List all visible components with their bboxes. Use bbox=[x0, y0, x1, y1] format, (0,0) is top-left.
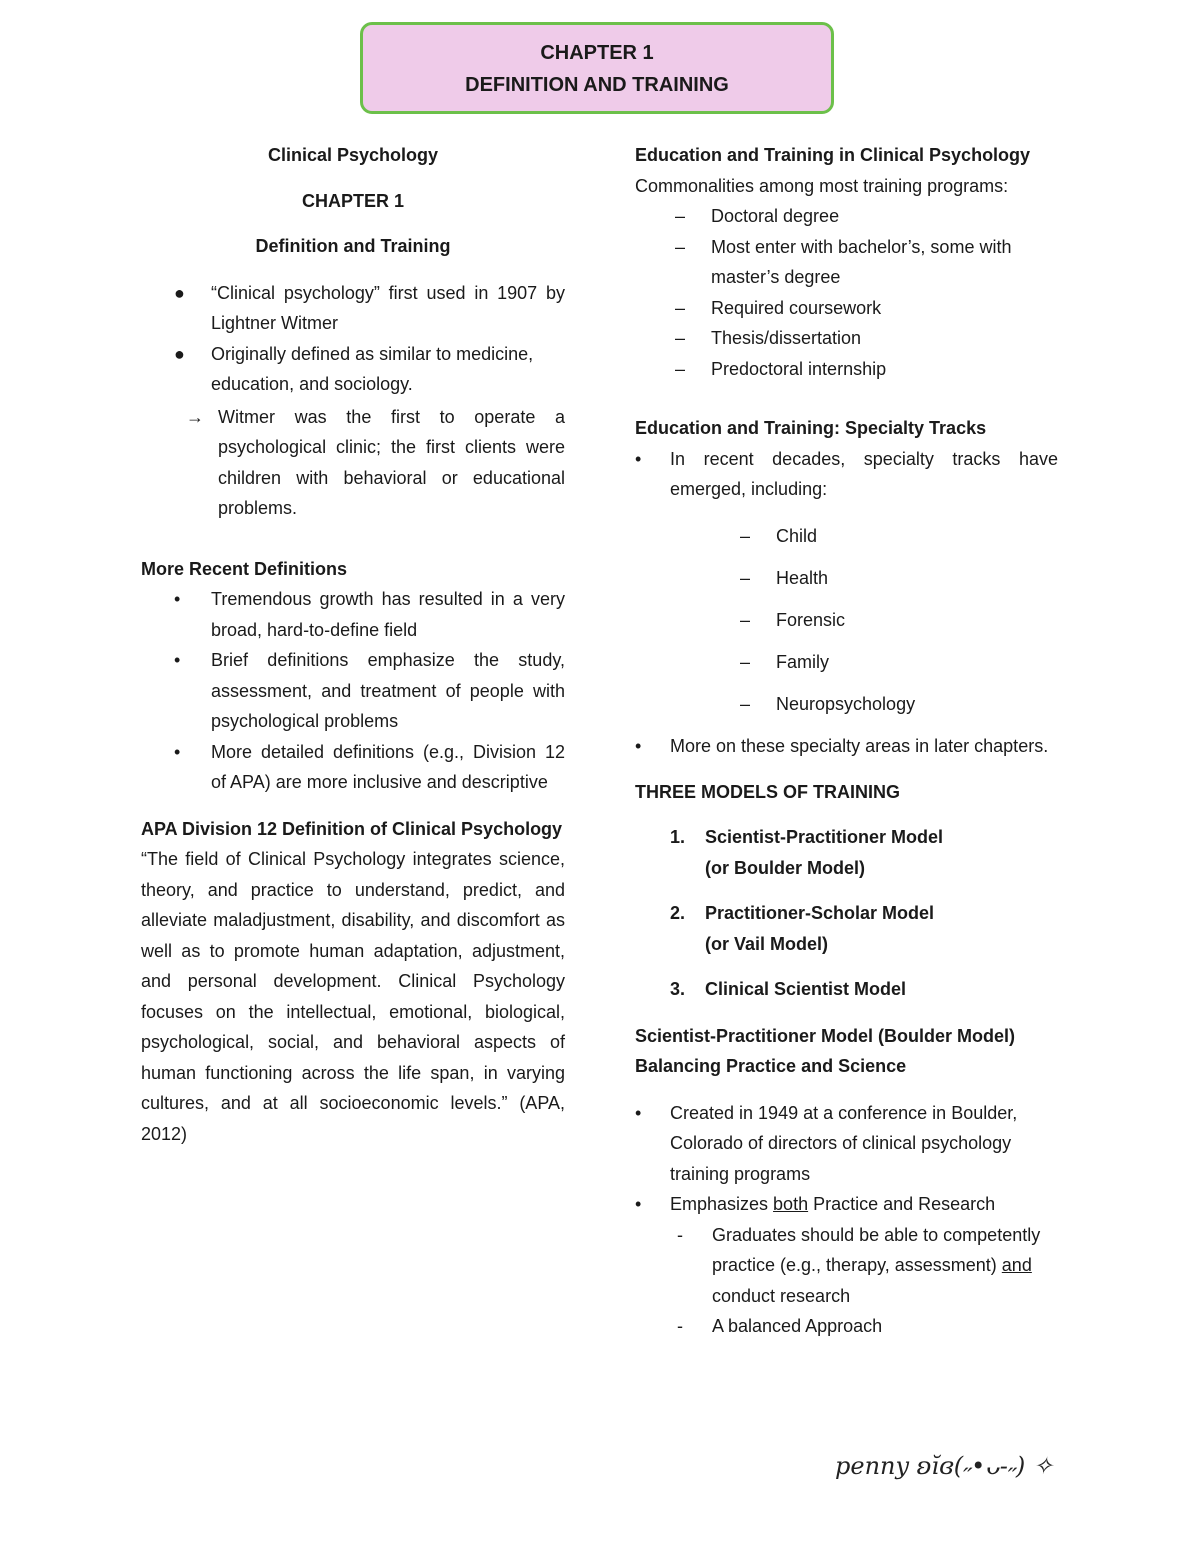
sp-list bbox=[635, 1098, 1058, 1342]
list-item: – Required coursework bbox=[675, 297, 882, 318]
list-item: • Tremendous growth has resulted in a very broad, hard-to-define field bbox=[141, 584, 565, 645]
list-item: – Doctoral degree bbox=[675, 206, 840, 226]
bullet-icon: • bbox=[635, 448, 642, 469]
bullet-icon: • bbox=[174, 741, 181, 762]
left-column bbox=[141, 140, 565, 1149]
doc-chapter: CHAPTER 1 bbox=[301, 190, 404, 211]
doc-subtitle: Definition and Training bbox=[255, 236, 451, 256]
bullet-icon: • bbox=[174, 589, 181, 609]
list-item: • Created in 1949 at a conference in Boulder, Colorado of directors of clinical psychology training programs bbox=[635, 1098, 1058, 1190]
list-item: 3. Clinical Scientist Model bbox=[670, 979, 907, 999]
recent-heading: More Recent Definitions bbox=[141, 558, 348, 579]
list-item: – Thesis/dissertation bbox=[675, 328, 862, 348]
list-item: – Health bbox=[740, 567, 829, 588]
bullet-icon: ● bbox=[174, 343, 185, 364]
list-item: 1. Scientist-Practitioner Model (or Boulder Model) bbox=[670, 827, 944, 878]
header-line-2: DEFINITION AND TRAINING bbox=[465, 74, 729, 96]
chapter-header-box bbox=[360, 22, 834, 114]
list-item: – Most enter with bachelor’s, some with master’s degree bbox=[675, 236, 1012, 287]
arrow-note: → Witmer was the first to operate a psychological clinic; the first clients were children with behavioral or educational problems. bbox=[141, 402, 565, 524]
list-item: ● Originally defined as similar to medicine, education, and sociology. bbox=[141, 339, 565, 400]
list-item: ● “Clinical psychology” first used in 1907 by Lightner Witmer bbox=[141, 278, 565, 339]
list-item: – Child bbox=[740, 525, 818, 546]
right-column bbox=[635, 140, 1058, 1342]
list-item: – Neuropsychology bbox=[740, 693, 916, 714]
tracks-list bbox=[635, 521, 1058, 720]
list-item: - A balanced Approach bbox=[677, 1316, 883, 1336]
list-item: - Graduates should be able to competently practice (e.g., therapy, assessment) and conduct research bbox=[677, 1224, 1041, 1306]
sp-heading-1: Scientist-Practitioner Model (Boulder Model) bbox=[635, 1025, 1016, 1046]
edu-heading: Education and Training in Clinical Psychology bbox=[635, 145, 1031, 165]
bullet-icon: • bbox=[635, 1194, 642, 1214]
intro-bullets bbox=[141, 278, 565, 400]
list-item: • More on these specialty areas in later chapters. bbox=[635, 731, 1058, 762]
models-heading: THREE MODELS OF TRAINING bbox=[635, 781, 900, 802]
tracks-more-list bbox=[635, 731, 1058, 762]
doc-title: Clinical Psychology bbox=[267, 145, 439, 165]
list-item: • Brief definitions emphasize the study, assessment, and treatment of people with psychological problems bbox=[141, 645, 565, 737]
tracks-intro-list bbox=[635, 444, 1058, 505]
models-list bbox=[635, 822, 1058, 1005]
sp-heading-2: Balancing Practice and Science bbox=[635, 1056, 907, 1076]
bullet-icon: ● bbox=[174, 282, 185, 303]
edu-list bbox=[635, 201, 1058, 384]
bullet-icon: • bbox=[635, 736, 642, 756]
list-item: • Emphasizes both Practice and Research bbox=[635, 1189, 1058, 1220]
bullet-icon: • bbox=[635, 1102, 642, 1123]
list-item: • More detailed definitions (e.g., Division 12 of APA) are more inclusive and descriptive bbox=[141, 737, 565, 798]
header-line-1: CHAPTER 1 bbox=[540, 42, 654, 64]
list-item: – Predoctoral internship bbox=[675, 358, 887, 379]
apa-heading: APA Division 12 Definition of Clinical Psychology bbox=[141, 818, 563, 839]
list-item: 2. Practitioner-Scholar Model (or Vail Model) bbox=[670, 903, 935, 954]
recent-bullets bbox=[141, 584, 565, 798]
list-item: – Forensic bbox=[740, 609, 846, 630]
tracks-heading: Education and Training: Specialty Tracks bbox=[635, 418, 987, 438]
author-signature: penny ʚĭɞ(˶•ᴗ-˶) ✧ bbox=[835, 1452, 1053, 1480]
bullet-icon: • bbox=[174, 650, 181, 670]
list-item: – Family bbox=[740, 651, 829, 672]
arrow-right-icon: → bbox=[186, 406, 204, 427]
apa-quote: “The field of Clinical Psychology integrates science, theory, and practice to understand, predict, and alleviate maladjustment, disability, and discomfort as well as to promote human adaptation, adjustment, and personal development. Clinical Psychology focuses on the intellectual, emotional, biological, psychological, social, and behavioral aspects of human functioning across the life span, in varying cultures, and at all socioeconomic levels.” (APA, 2012) bbox=[141, 849, 565, 1144]
list-item: • In recent decades, specialty tracks have emerged, including: bbox=[635, 444, 1058, 505]
edu-intro: Commonalities among most training programs: bbox=[635, 175, 1009, 196]
